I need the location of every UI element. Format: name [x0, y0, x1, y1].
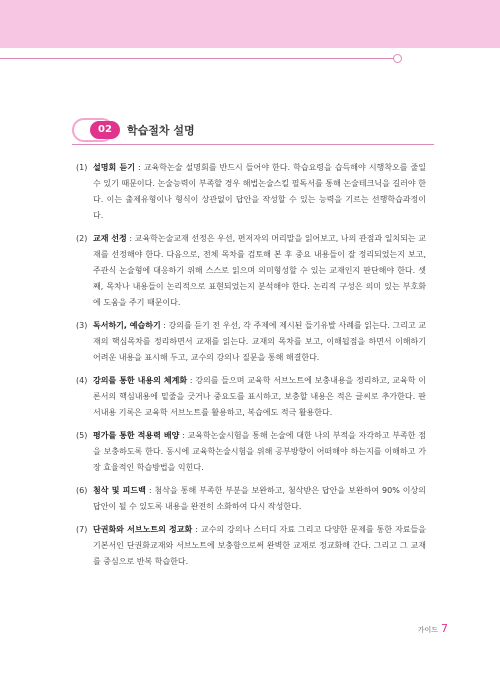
section-header [72, 118, 432, 142]
item-number: (4) [76, 376, 88, 385]
section-divider [72, 144, 434, 145]
item-number: (3) [76, 321, 88, 330]
procedure-list [76, 160, 426, 577]
header-dot-ornament [393, 54, 402, 63]
procedure-item-7 [76, 522, 426, 570]
item-heading: 교재 선정 [93, 234, 127, 243]
item-heading: 첨삭 및 피드백 [93, 486, 146, 495]
item-text: : 첨삭을 통해 부족한 부분을 보완하고, 첨삭받은 답안을 보완하여 90% 이상의 답안이 될 수 있도록 내용을 완전히 소화하여 다시 작성한다. [93, 486, 426, 511]
item-number: (2) [76, 234, 88, 243]
item-number: (5) [76, 431, 88, 440]
item-heading: 강의를 통한 내용의 체계화 [93, 376, 188, 385]
procedure-item-2 [76, 231, 426, 311]
item-text: : 강의를 들으며 교육학 서브노트에 보충내용을 정리하고, 교육학 이론서의 핵심내용에 밑줄을 긋거나 중요도를 표시하고, 보충할 내용은 적은 글씨로 추가한다. 판서내용 기록은 교육학 서브노트를 활용하고, 복습에도 적극 활용한다. [93, 376, 426, 417]
item-number: (1) [76, 163, 88, 172]
item-heading: 평가를 통한 적용력 배양 [93, 431, 180, 440]
page-number: 7 [441, 622, 448, 635]
item-number: (6) [76, 486, 88, 495]
item-heading: 독서하기, 예습하기 [93, 321, 161, 330]
item-text: : 교육학논술 설명회를 반드시 들어야 한다. 학습요령을 습득해야 시행착오를 줄일 수 있기 때문이다. 논술능력이 부족할 경우 해법논술스킬 필독서를 통해 논술테크닉을 길러야 한다. 이는 출제유형이나 형식이 상관없이 답안을 작성할 수 있는 능력을 기르는 선행학습과정이다. [93, 163, 426, 220]
item-body [93, 522, 426, 570]
item-body [93, 428, 426, 476]
page-footer [418, 617, 448, 636]
item-body [93, 318, 426, 366]
item-text: : 강의를 듣기 전 우선, 각 주제에 제시된 들기유발 사례를 읽는다. 그리고 교재의 핵심목차를 정리하면서 교재를 읽는다. 교재의 목차를 보고, 이해됩점을 하면서 이해하기 어려운 내용을 표시해 두고, 교수의 강의나 질문을 통해 해결한다. [93, 321, 426, 362]
procedure-item-1 [76, 160, 426, 224]
item-body [93, 373, 426, 421]
procedure-item-6 [76, 483, 426, 515]
item-body [93, 160, 426, 224]
item-heading: 설명회 듣기 [93, 163, 135, 172]
procedure-item-3 [76, 318, 426, 366]
procedure-item-4 [76, 373, 426, 421]
item-body [93, 231, 426, 311]
section-number-badge: 02 [90, 121, 120, 139]
item-heading: 단권화와 서브노트의 정교화 [93, 525, 193, 534]
footer-label: 가이드 [417, 626, 438, 634]
header-rule [0, 58, 396, 59]
item-number: (7) [76, 525, 88, 534]
item-text: : 교수의 강의나 스터디 자료 그리고 다양한 문제를 통한 자료들을 기본서인 단권화교재와 서브노트에 보충함으로써 완벽한 교재로 정교화해 간다. 그리고 그 교재를 중심으로 반복 학습한다. [93, 525, 426, 566]
top-color-band [0, 0, 500, 48]
procedure-item-5 [76, 428, 426, 476]
item-text: : 교육학논술교재 선정은 우선, 편저자의 머리말을 읽어보고, 나의 관점과 일치되는 교재를 선정해야 한다. 다음으로, 전체 목차를 검토해 본 후 중요 내용들이 잘 정리되었는지 보고, 주관식 논술형에 대응하기 위해 스스로 읽으며 의미형성할 수 있는 교재인지 판단해야 한다. 셋째, 목차나 내용들이 논리적으로 표현되었는지 분석해야 한다. 논리적 구성은 의미 있는 부호화에 도움을 주기 때문이다. [93, 234, 426, 307]
item-text: : 교육학논술시험을 통해 논술에 대한 나의 부적을 자각하고 부족한 점을 보충하도록 한다. 동시에 교육학논술시험을 위해 공부방향이 어떠해야 하는지를 이해하고 가장 효율적인 학습방법을 익힌다. [93, 431, 426, 472]
item-body [93, 483, 426, 515]
section-title: 학습절차 설명 [127, 124, 195, 137]
